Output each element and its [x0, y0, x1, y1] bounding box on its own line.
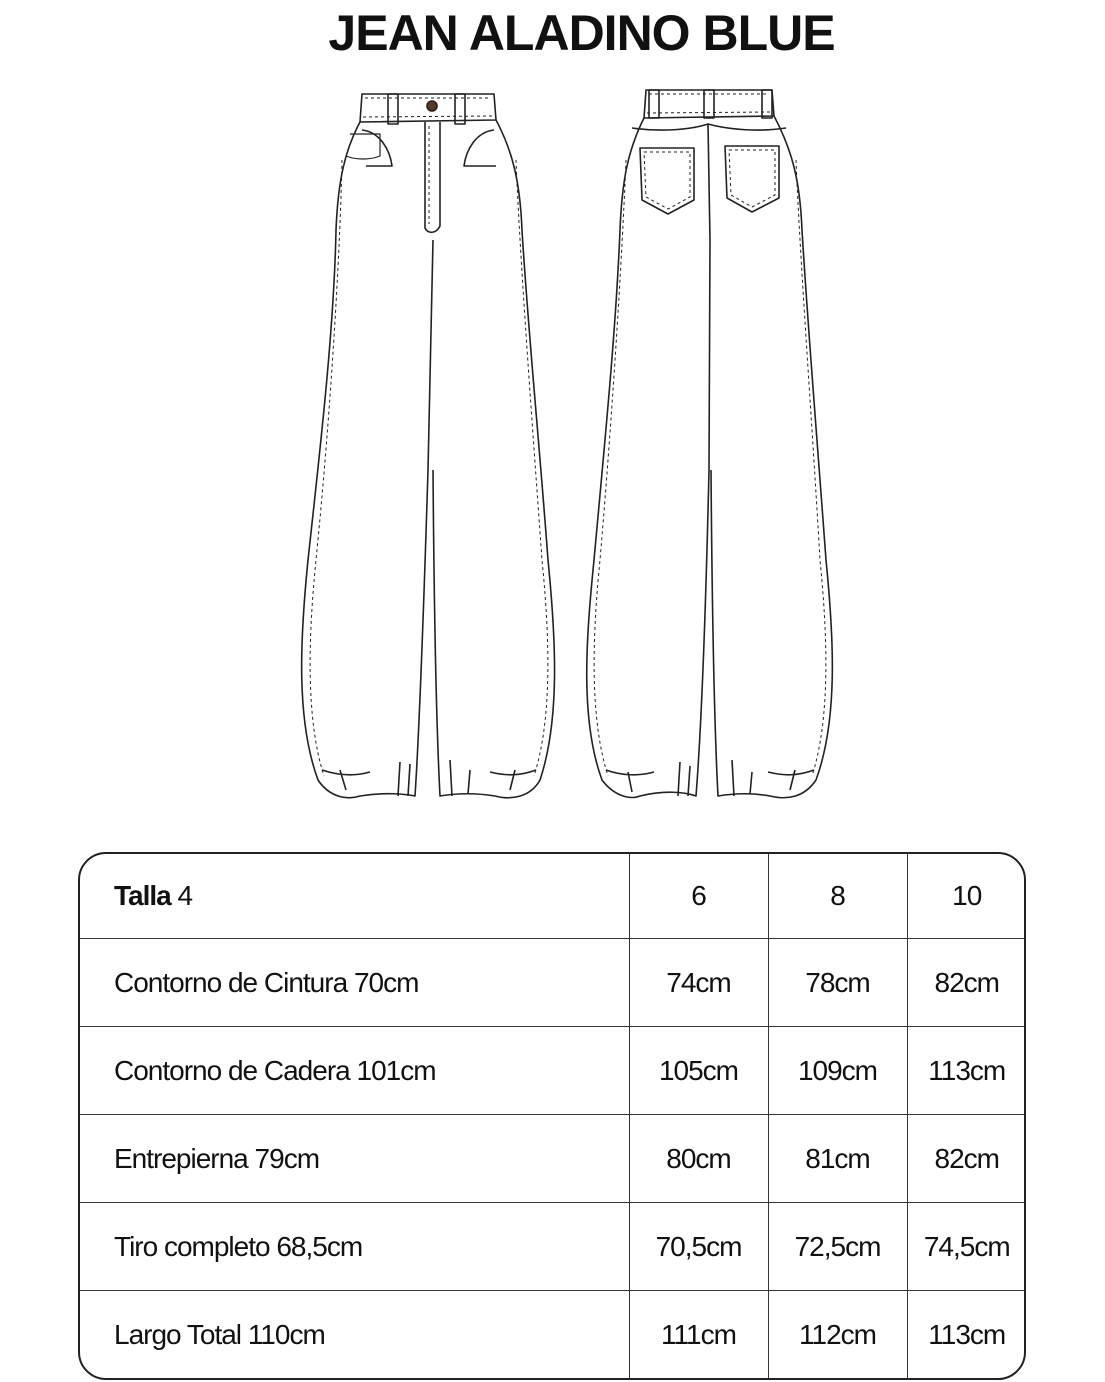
table-row	[80, 1291, 1026, 1379]
cell-value: 111cm	[629, 1291, 768, 1379]
jeans-technical-drawing	[0, 80, 1105, 820]
cell-value: 113cm	[928, 1318, 1006, 1350]
cell-value: 82cm	[907, 1115, 1026, 1203]
cell-value: 68,5cm	[276, 1230, 363, 1262]
size-8: 8	[768, 854, 907, 939]
size-6: 6	[629, 854, 768, 939]
cell-value: 109cm	[768, 1027, 907, 1115]
cell-value: 113cm	[907, 1027, 1026, 1115]
row-label: Contorno de Cadera	[114, 1054, 350, 1086]
table-row	[80, 939, 1026, 1027]
cell-value: 80cm	[629, 1115, 768, 1203]
page-title: JEAN ALADINO BLUE	[328, 5, 835, 61]
row-label: Tiro completo	[114, 1230, 270, 1262]
header-label: Talla	[114, 880, 171, 911]
table-row	[80, 1027, 1026, 1115]
table-row	[80, 1115, 1026, 1203]
cell-value: 110cm	[247, 1318, 325, 1350]
row-label: Contorno de Cintura	[114, 966, 348, 998]
cell-value: 72,5cm	[768, 1203, 907, 1291]
table-header-row	[80, 854, 1026, 939]
cell-value: 78cm	[768, 939, 907, 1027]
jeans-back-view	[587, 90, 833, 798]
cell-value: 70,5cm	[629, 1203, 768, 1291]
cell-value: 74cm	[629, 939, 768, 1027]
cell-value: 79cm	[254, 1142, 320, 1174]
row-label: Largo Total	[114, 1318, 242, 1350]
jeans-front-view	[302, 94, 555, 798]
row-label: Entrepierna	[114, 1142, 248, 1174]
cell-value: 74,5cm	[907, 1203, 1026, 1291]
cell-value: 81cm	[768, 1115, 907, 1203]
size-10: 10	[907, 854, 1026, 939]
cell-value: 112cm	[768, 1291, 907, 1379]
size-chart-table	[78, 852, 1026, 1380]
cell-value: 82cm	[907, 939, 1026, 1027]
cell-value: 70cm	[353, 966, 419, 998]
table-row	[80, 1203, 1026, 1291]
cell-value: 105cm	[629, 1027, 768, 1115]
size-4: 4	[177, 880, 193, 911]
cell-value: 101cm	[356, 1054, 436, 1086]
